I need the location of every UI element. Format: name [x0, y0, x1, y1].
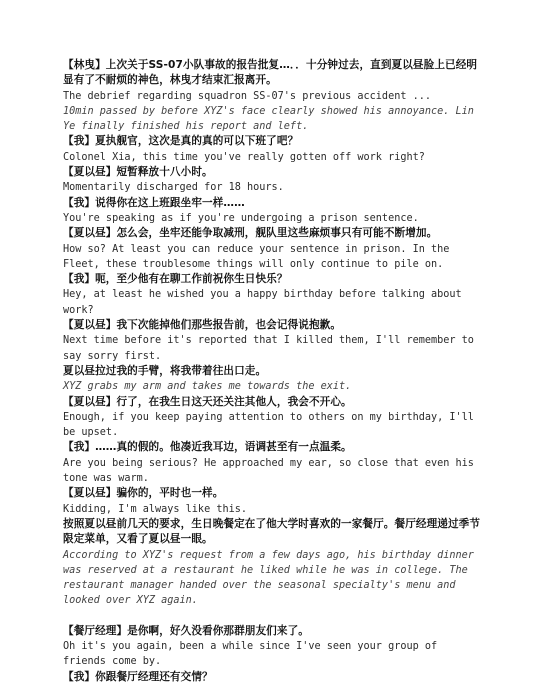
- english-translation-line: The debrief regarding squadron SS-07's previous accident ...: [63, 90, 432, 102]
- chinese-line: 【我】……真的假的。他凑近我耳边，语调甚至有一点温柔。: [63, 441, 352, 454]
- chinese-line: 夏以昼拉过我的手臂，将我带着往出口走。: [63, 364, 267, 377]
- chinese-line: 【我】呃，至少他有在聊工作前祝你生日快乐？: [63, 273, 288, 286]
- english-translation-line: XYZ grabs my arm and takes me towards the exit.: [63, 381, 352, 393]
- english-translation-line: Enough, if you keep paying attention to others on my birthday, I'll be upset.: [63, 411, 481, 439]
- english-translation-line: Kidding, I'm always like this.: [63, 503, 248, 515]
- paragraph-gap: [63, 609, 483, 624]
- english-translation-line: Are you being serious? He approached my ear, so close that even his tone was warm.: [63, 457, 481, 485]
- chinese-line: 按照夏以昼前几天的要求，生日晚餐定在了他大学时喜欢的一家餐厅。餐厅经理递过季节限定菜单，又看了夏以昼一眼。: [63, 517, 481, 546]
- english-translation-line: Next time before it's reported that I killed them, I'll remember to say sorry first.: [63, 335, 481, 362]
- english-translation-line: According to XYZ's request from a few days ago, his birthday dinner was reserved at a restaurant he liked while he was in college. The restaurant manager handed over the seasonal specialty's menu and looked over XYZ again.: [63, 549, 481, 607]
- chinese-line: 【餐厅经理】是你啊，好久没看你那群朋友们来了。: [63, 624, 309, 637]
- chinese-line: 【我】说得你在这上班跟坐牢一样……: [63, 196, 245, 209]
- english-translation-line: 10min passed by before XYZ's face clearly showed his annoyance. Lin Ye finally finished his report and left.: [63, 105, 481, 133]
- english-translation-line: Momentarily discharged for 18 hours.: [63, 182, 284, 194]
- chinese-line: 【夏以昼】我下次能掉他们那些报告前，也会记得说抱歉。: [63, 319, 342, 332]
- chinese-line: 【夏以昼】短暂释放十八小时。: [63, 166, 213, 179]
- chinese-line: 【我】夏执舰官，这次是真的真的可以下班了吧？: [63, 135, 299, 148]
- chinese-line: 【夏以昼】怎么会，坐牢还能争取减刑，舰队里这些麻烦事只有可能不断增加。: [63, 227, 438, 240]
- english-translation-line: You're speaking as if you're undergoing a prison sentence.: [63, 212, 419, 224]
- english-translation-line: Hey, at least he wished you a happy birthday before talking about work?: [63, 289, 468, 316]
- chinese-line: 【夏以昼】骗你的，平时也一样。: [63, 487, 224, 500]
- english-translation-line: Colonel Xia, this time you've really gotten off work right?: [63, 151, 425, 163]
- english-translation-line: Oh it's you again, been a while since I've seen your group of friends come by.: [63, 640, 444, 668]
- chinese-line: 【我】你跟餐厅经理还有交情？: [63, 670, 213, 683]
- english-translation-line: How so? At least you can reduce your sentence in prison. In the Fleet, these troublesome things will only continue to pile on.: [63, 243, 456, 270]
- transcript-page: [63, 58, 483, 685]
- chinese-line: 【夏以昼】行了，在我生日这天还关注其他人，我会不开心。: [63, 395, 352, 408]
- chinese-line: 【林曳】上次关于SS-07小队事故的报告批复…．．十分钟过去，直到夏以昼脸上已经明显有了不耐烦的神色，林曳才结束汇报离开。: [63, 59, 478, 87]
